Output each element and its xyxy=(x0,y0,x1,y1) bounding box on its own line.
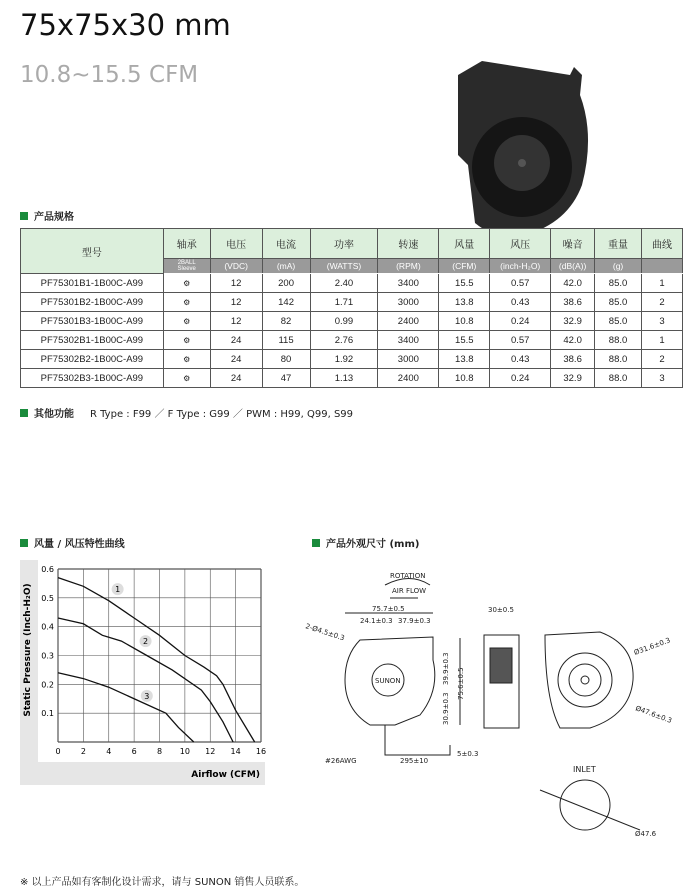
dim-label: 295±10 xyxy=(400,757,429,765)
table-cell: 12 xyxy=(210,293,262,312)
y-tick-label: 0.1 xyxy=(41,709,54,719)
section-label: 其他功能 xyxy=(34,409,74,420)
brand-label: SUNON xyxy=(375,677,401,685)
table-cell: 42.0 xyxy=(551,274,595,293)
table-cell: PF75302B3-1B00C-A99 xyxy=(21,369,164,388)
table-cell: 38.6 xyxy=(551,350,595,369)
table-cell: 80 xyxy=(262,350,310,369)
col-bearing: 轴承 xyxy=(163,229,210,259)
other-features xyxy=(20,405,353,420)
unit: (g) xyxy=(595,259,642,274)
table-cell: 47 xyxy=(262,369,310,388)
y-axis-label: Static Pressure (Inch-H₂O) xyxy=(23,583,33,717)
section-label: 产品外观尺寸 (mm) xyxy=(326,539,420,550)
table-cell: 88.0 xyxy=(595,331,642,350)
table-row xyxy=(21,331,683,350)
table-cell: PF75302B2-1B00C-A99 xyxy=(21,350,164,369)
fan-product-image xyxy=(450,55,600,245)
x-tick-label: 12 xyxy=(205,747,216,756)
spec-table xyxy=(20,228,683,388)
table-cell: 12 xyxy=(210,274,262,293)
table-cell: 2.76 xyxy=(310,331,378,350)
unit: (inch-H₂O) xyxy=(490,259,551,274)
table-cell: 24 xyxy=(210,369,262,388)
dim-label: AIR FLOW xyxy=(392,587,427,595)
x-axis-label: Airflow (CFM) xyxy=(191,770,260,780)
table-cell: 13.8 xyxy=(439,293,490,312)
table-cell: 3000 xyxy=(378,350,439,369)
col-power: 功率 xyxy=(310,229,378,259)
col-model: 型号 xyxy=(21,229,164,274)
dim-label: Ø47.6±0.3 xyxy=(634,704,673,725)
table-cell: 82 xyxy=(262,312,310,331)
table-cell: PF75302B1-1B00C-A99 xyxy=(21,331,164,350)
dim-label: Ø31.6±0.3 xyxy=(632,636,672,657)
unit: (RPM) xyxy=(378,259,439,274)
x-tick-label: 0 xyxy=(55,747,61,756)
y-tick-label: 0.5 xyxy=(41,593,54,603)
x-tick-label: 2 xyxy=(80,747,86,756)
table-cell: 3400 xyxy=(378,274,439,293)
x-tick-label: 14 xyxy=(230,747,241,756)
table-cell: 3400 xyxy=(378,331,439,350)
bearing-icon: ⚙ xyxy=(163,331,210,350)
table-row xyxy=(21,293,683,312)
table-cell: 1 xyxy=(642,274,683,293)
pq-chart xyxy=(0,555,300,790)
footer-note: ※ 以上产品如有客制化设计需求，请与 SUNON 销售人员联系。 xyxy=(20,877,305,888)
section-label: 风量 / 风压特性曲线 xyxy=(34,539,125,550)
bearing-icon: ⚙ xyxy=(163,293,210,312)
table-cell: 32.9 xyxy=(551,369,595,388)
table-cell: 2 xyxy=(642,350,683,369)
curve-label: 3 xyxy=(144,691,150,701)
table-cell: 0.57 xyxy=(490,331,551,350)
table-cell: 32.9 xyxy=(551,312,595,331)
x-tick-label: 4 xyxy=(106,747,112,756)
curve-section-title xyxy=(20,535,125,550)
unit xyxy=(642,259,683,274)
dim-label: 75.7±0.5 xyxy=(372,605,405,613)
airflow-range: 10.8~15.5 CFM xyxy=(20,62,199,88)
bullet-icon xyxy=(20,539,28,547)
table-cell: 2400 xyxy=(378,369,439,388)
table-cell: 0.43 xyxy=(490,293,551,312)
dim-label: ROTATION xyxy=(390,572,426,580)
table-cell: 115 xyxy=(262,331,310,350)
table-cell: 10.8 xyxy=(439,369,490,388)
dim-label: Ø47.6 xyxy=(635,830,657,838)
dim-label: 37.9±0.3 xyxy=(398,617,431,625)
chart-inner xyxy=(38,560,265,762)
curve-label: 2 xyxy=(142,637,149,647)
x-tick-label: 8 xyxy=(156,747,163,756)
feature-codes: R Type : F99 ／ F Type : G99 ／ PWM : H99, Q99, S99 xyxy=(90,409,354,420)
table-cell: 24 xyxy=(210,331,262,350)
table-cell: 0.43 xyxy=(490,350,551,369)
bearing-icon: ⚙ xyxy=(163,369,210,388)
curve-label: 1 xyxy=(115,585,121,595)
table-cell: 12 xyxy=(210,312,262,331)
bullet-icon xyxy=(20,212,28,220)
x-tick-label: 10 xyxy=(179,747,190,756)
col-speed: 转速 xyxy=(378,229,439,259)
table-cell: 15.5 xyxy=(439,331,490,350)
table-cell: 85.0 xyxy=(595,293,642,312)
inlet-label: INLET xyxy=(573,765,596,774)
table-cell: 1.92 xyxy=(310,350,378,369)
bearing-legend xyxy=(163,259,210,274)
dim-label: 30.9±0.3 xyxy=(442,692,450,725)
legend-2ball: 2BALL xyxy=(177,260,196,266)
dim-label: 30±0.5 xyxy=(488,606,514,614)
dim-label: #26AWG xyxy=(325,757,357,765)
table-row xyxy=(21,350,683,369)
table-row xyxy=(21,369,683,388)
legend-sleeve: Sleeve xyxy=(177,266,196,272)
table-cell: 2.40 xyxy=(310,274,378,293)
table-cell: 142 xyxy=(262,293,310,312)
table-row xyxy=(21,312,683,331)
section-label: 产品规格 xyxy=(34,212,74,223)
x-tick-label: 6 xyxy=(131,747,137,756)
y-tick-label: 0.4 xyxy=(41,622,54,632)
table-cell: 15.5 xyxy=(439,274,490,293)
unit: (CFM) xyxy=(439,259,490,274)
col-voltage: 电压 xyxy=(210,229,262,259)
bearing-icon: ⚙ xyxy=(163,274,210,293)
bearing-icon: ⚙ xyxy=(163,350,210,369)
table-cell: 0.99 xyxy=(310,312,378,331)
col-pressure: 风压 xyxy=(490,229,551,259)
table-cell: 1.13 xyxy=(310,369,378,388)
table-cell: 0.24 xyxy=(490,312,551,331)
table-cell: 85.0 xyxy=(595,312,642,331)
table-cell: 38.6 xyxy=(551,293,595,312)
table-cell: 200 xyxy=(262,274,310,293)
unit: (WATTS) xyxy=(310,259,378,274)
table-cell: 10.8 xyxy=(439,312,490,331)
header-row xyxy=(21,229,683,259)
table-cell: 1.71 xyxy=(310,293,378,312)
table-cell: 0.24 xyxy=(490,369,551,388)
table-cell: 13.8 xyxy=(439,350,490,369)
unit: (VDC) xyxy=(210,259,262,274)
dim-label: 75.6±0.5 xyxy=(457,667,465,700)
y-tick-label: 0.3 xyxy=(41,651,54,661)
page-title: 75x75x30 mm xyxy=(20,8,231,42)
y-tick-label: 0.2 xyxy=(41,680,54,690)
table-cell: 88.0 xyxy=(595,369,642,388)
table-cell: 1 xyxy=(642,331,683,350)
dim-label: 39.9±0.3 xyxy=(442,652,450,685)
bearing-icon: ⚙ xyxy=(163,312,210,331)
col-weight: 重量 xyxy=(595,229,642,259)
unit: (dB(A)) xyxy=(551,259,595,274)
col-airflow: 风量 xyxy=(439,229,490,259)
dim-label: 5±0.3 xyxy=(457,750,479,758)
y-tick-label: 0.6 xyxy=(41,565,54,574)
table-cell: 42.0 xyxy=(551,331,595,350)
table-cell: 3 xyxy=(642,312,683,331)
dim-label: 24.1±0.3 xyxy=(360,617,393,625)
table-cell: 3000 xyxy=(378,293,439,312)
dim-section-title xyxy=(312,535,419,550)
table-cell: PF75301B3-1B00C-A99 xyxy=(21,312,164,331)
dimension-drawing xyxy=(300,560,683,880)
table-cell: 24 xyxy=(210,350,262,369)
col-current: 电流 xyxy=(262,229,310,259)
dim-label: 2-Ø4.5±0.3 xyxy=(304,622,346,643)
table-cell: 88.0 xyxy=(595,350,642,369)
table-cell: 0.57 xyxy=(490,274,551,293)
table-cell: PF75301B1-1B00C-A99 xyxy=(21,274,164,293)
x-tick-label: 16 xyxy=(255,747,267,756)
table-cell: 85.0 xyxy=(595,274,642,293)
bullet-icon xyxy=(312,539,320,547)
unit: (mA) xyxy=(262,259,310,274)
spec-section-title xyxy=(20,208,74,223)
col-curve: 曲线 xyxy=(642,229,683,259)
col-noise: 噪音 xyxy=(551,229,595,259)
bullet-icon xyxy=(20,409,28,417)
table-cell: 2400 xyxy=(378,312,439,331)
table-cell: 2 xyxy=(642,293,683,312)
table-cell: 3 xyxy=(642,369,683,388)
table-cell: PF75301B2-1B00C-A99 xyxy=(21,293,164,312)
table-row xyxy=(21,274,683,293)
